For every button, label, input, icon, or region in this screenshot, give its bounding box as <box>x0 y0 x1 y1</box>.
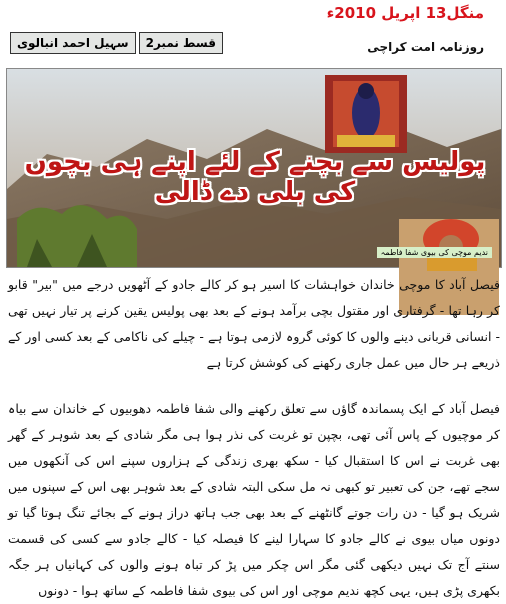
newspaper-source: روزنامہ امت کراچی <box>367 40 484 54</box>
publication-date: منگل13 اپریل 2010ء <box>326 4 484 22</box>
headline: پولیس سے بچنے کے لئے اپنے ہی بچوں کی بلی دے ڈالی <box>24 147 486 207</box>
episode-box: قسط نمبر2 <box>139 32 223 54</box>
body-paragraph: فیصل آباد کے ایک پسماندہ گاؤں سے تعلق رکھنے والی شفا فاطمہ دھوبیوں کے خاندان سے بیاہ کر موچیوں کے پاس آئی تھی، بچپن تو غربت کی نذر ہوا ہی مگر شادی کے بعد شوہر کے گھر بھی غربت نے اس کا استقبال کیا - سکھ بھری زندگی کے ہزاروں سپنے اس کی آنکھوں میں سجے تھے، جن کی تعبیر تو کبھی نہ مل سکی البتہ شادی کے بعد شوہر بھی اس کے سپنوں میں شریک ہو گیا - دن رات جوتے گانٹھنے کے بعد بھی جب ہاتھ دراز ہونے کے بجائے تنگ ہوتا گیا تو دونوں میاں بیوی نے کالے جادو کا سہارا لینے کا فیصلہ کیا - کالے جادو سے کسی کی قسمت سنتے آج تک نہیں دیکھی گئی مگر اس چکر میں پڑ کر تباہ ہونے والوں کی کہانیاں ہر جگہ بکھری پڑی ہیں، یہی کچھ ندیم موچی اور اس کی بیوی شفا فاطمہ کے ساتھ ہوا - دونوں <box>8 401 500 598</box>
author-box: سہیل احمد انبالوی <box>10 32 136 54</box>
article-intro <box>8 272 500 380</box>
byline <box>10 32 226 54</box>
intro-paragraph: فیصل آباد کا موچی خاندان خواہشات کا اسیر ہو کر کالے جادو کے آٹھویں درجے میں "بیر" قابو کر رہا تھا - گرفتاری اور مقتول بچی برآمد ہونے کے بعد بھی پولیس یقین کرنے پر تیار نہیں تھی - انسانی قربانی دینے والوں کا کوئی گروہ لازمی ہوتا ہے - چیلے کی ناکامی کے بعد کسی اور کے ذریعے ہر حال میں عمل جاری رکھنے کی کوشش کرتا ہے <box>8 277 500 370</box>
photo-caption: ندیم موچی کی بیوی شفا فاطمہ <box>377 247 492 258</box>
article-body <box>8 396 500 598</box>
